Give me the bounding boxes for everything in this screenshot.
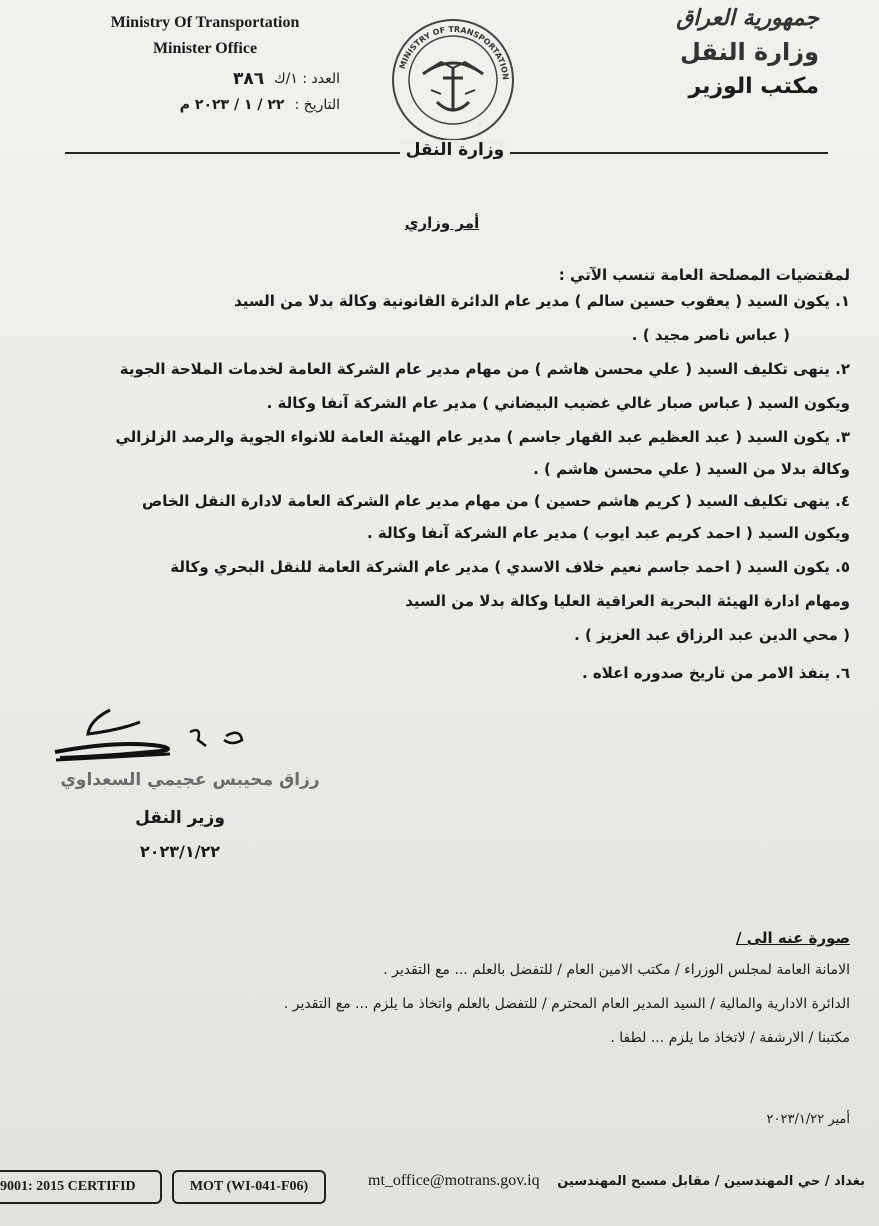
order-body: [30, 262, 850, 702]
signatory-title: وزير النقل: [135, 808, 225, 828]
header-rule-left: [65, 152, 405, 154]
reference-date-row: [90, 92, 340, 118]
letterhead-ministry-ar: وزارة النقل: [679, 38, 819, 66]
order-intro: لمقتضيات المصلحة العامة تنسب الآتي :: [558, 266, 850, 284]
letterhead-office-ar: مكتب الوزير: [688, 74, 819, 99]
order-line: ومهام ادارة الهيئة البحرية العراقية العليا وكالة بدلا من السيد: [405, 592, 850, 610]
order-line: ويكون السيد ( عباس صبار غالي غضيب البيضاني ) مدير عام الشركة آنفا وكالة .: [266, 394, 850, 412]
copies-section: [200, 924, 850, 1064]
form-code-badge: MOT (WI-041-F06): [172, 1170, 326, 1204]
order-line: ٦. ينفذ الامر من تاريخ صدوره اعلاه .: [582, 664, 850, 682]
order-line: ( محي الدين عبد الرزاق عبد العزيز ) .: [574, 626, 850, 644]
order-line: ٤. ينهى تكليف السيد ( كريم هاشم حسين ) من مهام مدير عام الشركة العامة لادارة النقل الخاص: [142, 492, 850, 510]
author-initials: أمير ٢٠٢٣/١/٢٢: [766, 1112, 850, 1127]
arabic-letterhead: [579, 4, 819, 104]
footer: [0, 1168, 879, 1208]
order-line: وكالة بدلا من السيد ( علي محسن هاشم ) .: [533, 460, 850, 478]
english-letterhead: [60, 10, 350, 62]
letterhead-office-en: Minister Office: [152, 40, 258, 57]
seal-text: MINISTRY OF TRANSPORTATION: [397, 24, 511, 81]
reference-date-label: التاريخ :: [294, 97, 340, 113]
reference-date-value: ٢٢ / ١ / ٢٠٢٣ م: [179, 97, 285, 113]
order-line: ٣. يكون السيد ( عبد العظيم عبد القهار جاسم ) مدير عام الهيئة العامة للانواء الجوية والرصد الزلزالي: [115, 428, 850, 446]
office-address: بغداد / حي المهندسين / مقابل مسبح المهندسين: [557, 1174, 865, 1189]
copies-line: الدائرة الادارية والمالية / السيد المدير العام المحترم / للتفضل بالعلم واتخاذ ما يلزم ... مع التقدير .: [283, 996, 850, 1012]
order-line: ٥. يكون السيد ( احمد جاسم نعيم خلاف الاسدي ) مدير عام الشركة العامة للنقل البحري وكالة: [170, 558, 850, 576]
reference-block: [90, 66, 340, 118]
reference-number-value: ٣٨٦: [232, 69, 265, 89]
office-email: mt_office@motrans.gov.iq: [368, 1172, 540, 1189]
copies-line: مكتبنا / الارشفة / لاتخاذ ما يلزم ... لطفا .: [610, 1030, 850, 1046]
signature-date: ٢٠٢٣/١/٢٢: [139, 842, 221, 861]
letterhead-republic-ar: جمهورية العراق: [676, 6, 819, 31]
ministry-name-caption: وزارة النقل: [400, 140, 510, 160]
reference-number-row: [90, 66, 340, 92]
order-line: ٢. ينهى تكليف السيد ( علي محسن هاشم ) من مهام مدير عام الشركة العامة لخدمات الملاحة الجوية: [119, 360, 850, 378]
order-line: ( عباس ناصر مجيد ) .: [631, 326, 790, 344]
signatory-name: رزاق محيبس عجيمي السعداوي: [60, 770, 320, 790]
order-line: ١. يكون السيد ( يعقوب حسين سالم ) مدير عام الدائرة القانونية وكالة بدلا من السيد: [234, 292, 850, 310]
reference-number-label: العدد : ١/ك: [274, 71, 340, 87]
header-rule-right: [508, 152, 828, 154]
copies-heading: صورة عنه الى /: [736, 929, 850, 947]
copies-line: الامانة العامة لمجلس الوزراء / مكتب الامين العام / للتفضل بالعلم ... مع التقدير .: [383, 962, 850, 978]
iso-certificate-badge: 9001: 2015 CERTIFID: [0, 1170, 162, 1204]
ministry-seal-logo: [383, 12, 523, 142]
document-title: أمر وزاري: [404, 214, 480, 232]
letterhead-ministry-en: Ministry Of Transportation: [110, 14, 300, 31]
order-line: ويكون السيد ( احمد كريم عبد ايوب ) مدير عام الشركة آنفا وكالة .: [366, 524, 850, 542]
